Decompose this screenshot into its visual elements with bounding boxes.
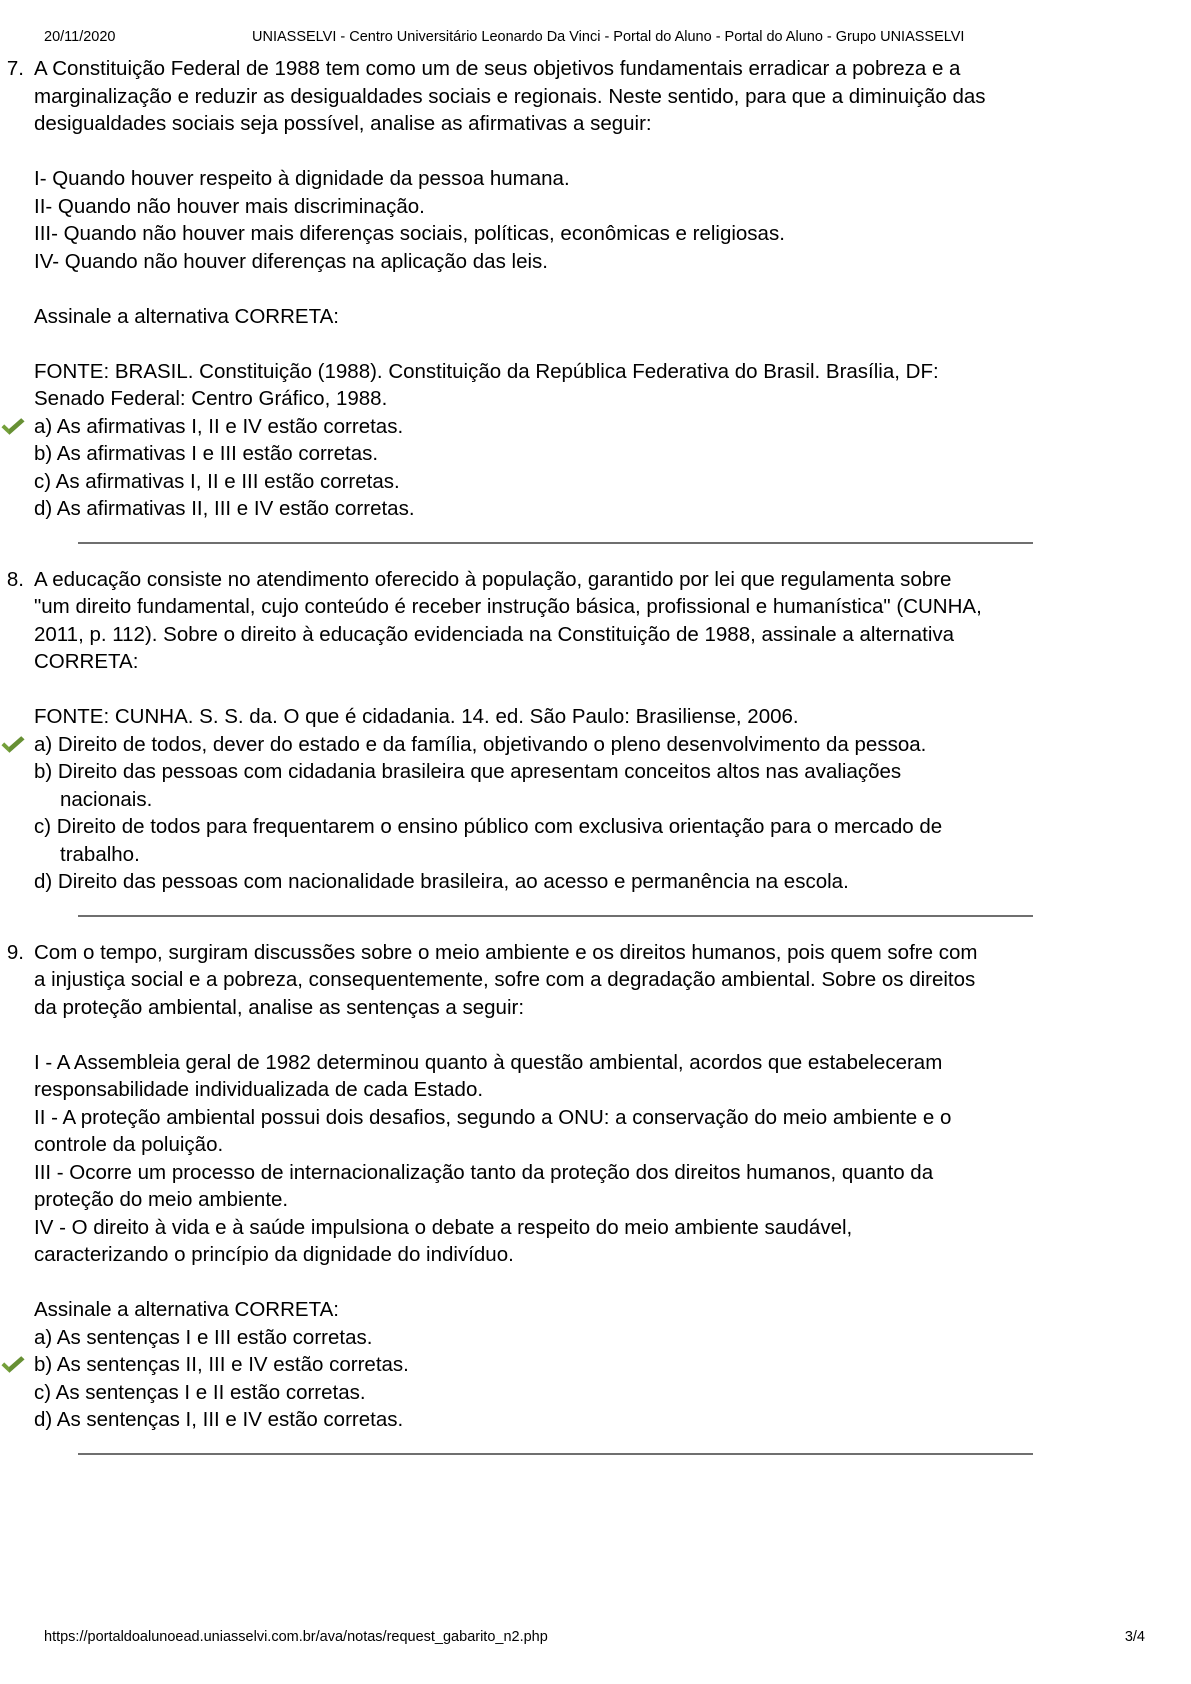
spacer: [34, 330, 989, 358]
question-row: [0, 939, 1191, 1434]
question-block: [0, 566, 1191, 896]
answer-option[interactable]: [34, 758, 989, 813]
spacer: [34, 1269, 989, 1297]
answer-option-text: a) As afirmativas I, II e IV estão corretas.: [34, 414, 404, 438]
answer-option-text: d) As sentenças I, III e IV estão corretas.: [34, 1408, 404, 1431]
question-block: [0, 939, 1191, 1434]
print-header: [0, 28, 1191, 46]
question-stem: A educação consiste no atendimento oferecido à população, garantido por lei que regulamenta sobre "um direito fundamental, cujo conteúdo é receber instrução básica, profissional e humanística" (CUNHA, 2011, p. 112). Sobre o direito à educação evidenciada na Constituição de 1988, assinale a alternativa CORRETA:: [34, 567, 988, 673]
answer-option-label: [34, 413, 403, 441]
answer-option[interactable]: [34, 413, 989, 441]
question-statement: III - Ocorre um processo de internacionalização tanto da proteção dos direitos humanos, quanto da proteção do meio ambiente.: [34, 1160, 939, 1211]
answer-option[interactable]: [34, 1406, 989, 1434]
correct-answer-check-icon: [0, 417, 28, 437]
answer-option-text: a) As sentenças I e III estão corretas.: [34, 1325, 373, 1349]
answer-option[interactable]: [34, 1379, 989, 1407]
print-footer: [0, 1628, 1191, 1646]
question-statement: II - A proteção ambiental possui dois desafios, segundo a ONU: a conservação do meio ambiente e o controle da poluição.: [34, 1105, 958, 1156]
answer-option-label: [34, 813, 989, 868]
question-content: [34, 939, 989, 1434]
question-statement: II- Quando não houver mais discriminação.: [34, 194, 425, 218]
answer-option-label: [34, 468, 400, 496]
question-source: FONTE: BRASIL. Constituição (1988). Constituição da República Federativa do Brasil. Brasília, DF: Senado Federal: Centro Gráfico, 1988.: [34, 359, 945, 410]
spacer: [34, 138, 989, 166]
question-number: 9.: [6, 940, 24, 964]
question-row: [0, 55, 1191, 523]
answer-option-text: d) As afirmativas II, III e IV estão corretas.: [34, 497, 415, 520]
question-number: 7.: [6, 57, 24, 80]
question-stem: Com o tempo, surgiram discussões sobre o meio ambiente e os direitos humanos, pois quem sofre com a injustiça social e a pobreza, consequentemente, sofre com a degradação ambiental. Sobre os direitos da proteção ambiental, analise as sentenças a seguir:: [34, 940, 984, 1019]
answer-option-label: [34, 758, 989, 813]
print-source-url: https://portaldoalunoead.uniasselvi.com.br/ava/notas/request_gabarito_n2.php: [44, 1629, 548, 1645]
answer-option[interactable]: [34, 440, 989, 468]
answer-option-text: c) As sentenças I e II estão corretas.: [34, 1380, 366, 1404]
question-stem: A Constituição Federal de 1988 tem como um de seus objetivos fundamentais erradicar a pobreza e a marginalização e reduzir as desigualdades sociais e regionais. Neste sentido, para que a diminuição das desigualdades sociais seja possível, analise as afirmativas a seguir:: [34, 57, 992, 135]
answer-option[interactable]: [34, 1324, 989, 1352]
answer-option-text: a) Direito de todos, dever do estado e da família, objetivando o pleno desenvolvimento da pessoa.: [34, 732, 927, 756]
question-separator: [78, 542, 1033, 544]
answer-options: [34, 413, 989, 523]
answer-options: [34, 1324, 989, 1434]
answer-option-text: b) As sentenças II, III e IV estão corretas.: [34, 1353, 409, 1376]
question-row: [0, 566, 1191, 896]
answer-option[interactable]: [34, 1351, 989, 1379]
question-block: [0, 55, 1191, 523]
answer-option-label: [34, 1406, 403, 1434]
answer-option-text: d) Direito das pessoas com nacionalidade brasileira, ao acesso e permanência na escola.: [34, 870, 849, 893]
answer-option-label: [34, 731, 926, 759]
question-statement: III- Quando não houver mais diferenças sociais, políticas, econômicas e religiosas.: [34, 222, 785, 245]
spacer: [34, 1021, 989, 1049]
answer-option-text: b) As afirmativas I e III estão corretas.: [34, 442, 379, 465]
answer-option-label: [34, 495, 415, 523]
answer-option-label: [34, 1351, 409, 1379]
answer-option-text: b) Direito das pessoas com cidadania brasileira que apresentam conceitos altos nas avaliações nacionais.: [34, 760, 902, 811]
answer-option-label: [34, 1324, 372, 1352]
answer-option[interactable]: [34, 468, 989, 496]
answer-option[interactable]: [34, 495, 989, 523]
question-separator: [78, 1453, 1033, 1455]
print-page-number: 3/4: [1124, 1629, 1145, 1645]
print-date: 20/11/2020: [44, 29, 116, 45]
answer-option[interactable]: [34, 731, 989, 759]
spacer: [34, 275, 989, 303]
question-number: 8.: [6, 567, 24, 591]
answer-option-text: c) Direito de todos para frequentarem o ensino público com exclusiva orientação para o mercado de trabalho.: [34, 815, 943, 866]
question-content: [34, 55, 992, 523]
answer-options: [34, 731, 989, 896]
question-instruction: Assinale a alternativa CORRETA:: [34, 1298, 339, 1321]
print-page-title: UNIASSELVI - Centro Universitário Leonardo Da Vinci - Portal do Aluno - Portal do Aluno - Grupo UNIASSELVI: [252, 29, 965, 45]
answer-option[interactable]: [34, 868, 989, 896]
question-content: [34, 566, 989, 896]
question-separator: [78, 915, 1033, 917]
answer-option-text: c) As afirmativas I, II e III estão corretas.: [34, 469, 400, 493]
question-statement: IV- Quando não houver diferenças na aplicação das leis.: [34, 249, 548, 273]
question-separator-wrap: [0, 896, 1191, 939]
answer-option[interactable]: [34, 813, 989, 868]
question-separator-wrap: [0, 523, 1191, 566]
correct-answer-check-icon: [0, 735, 28, 755]
question-statement: I- Quando houver respeito à dignidade da pessoa humana.: [34, 167, 570, 190]
question-source: FONTE: CUNHA. S. S. da. O que é cidadania. 14. ed. São Paulo: Brasiliense, 2006.: [34, 705, 799, 728]
question-separator-wrap: [0, 1434, 1191, 1477]
question-statement: I - A Assembleia geral de 1982 determinou quanto à questão ambiental, acordos que estabeleceram responsabilidade individualizada de cada Estado.: [34, 1050, 948, 1101]
answer-option-label: [34, 440, 378, 468]
document-body: [0, 55, 1191, 1477]
correct-answer-check-icon: [0, 1355, 28, 1375]
question-statement: IV - O direito à vida e à saúde impulsiona o debate a respeito do meio ambiente saudável, caracterizando o princípio da dignidade do indivíduo.: [34, 1215, 858, 1266]
spacer: [34, 676, 989, 704]
answer-option-label: [34, 868, 849, 896]
answer-option-label: [34, 1379, 366, 1407]
question-instruction: Assinale a alternativa CORRETA:: [34, 304, 339, 328]
